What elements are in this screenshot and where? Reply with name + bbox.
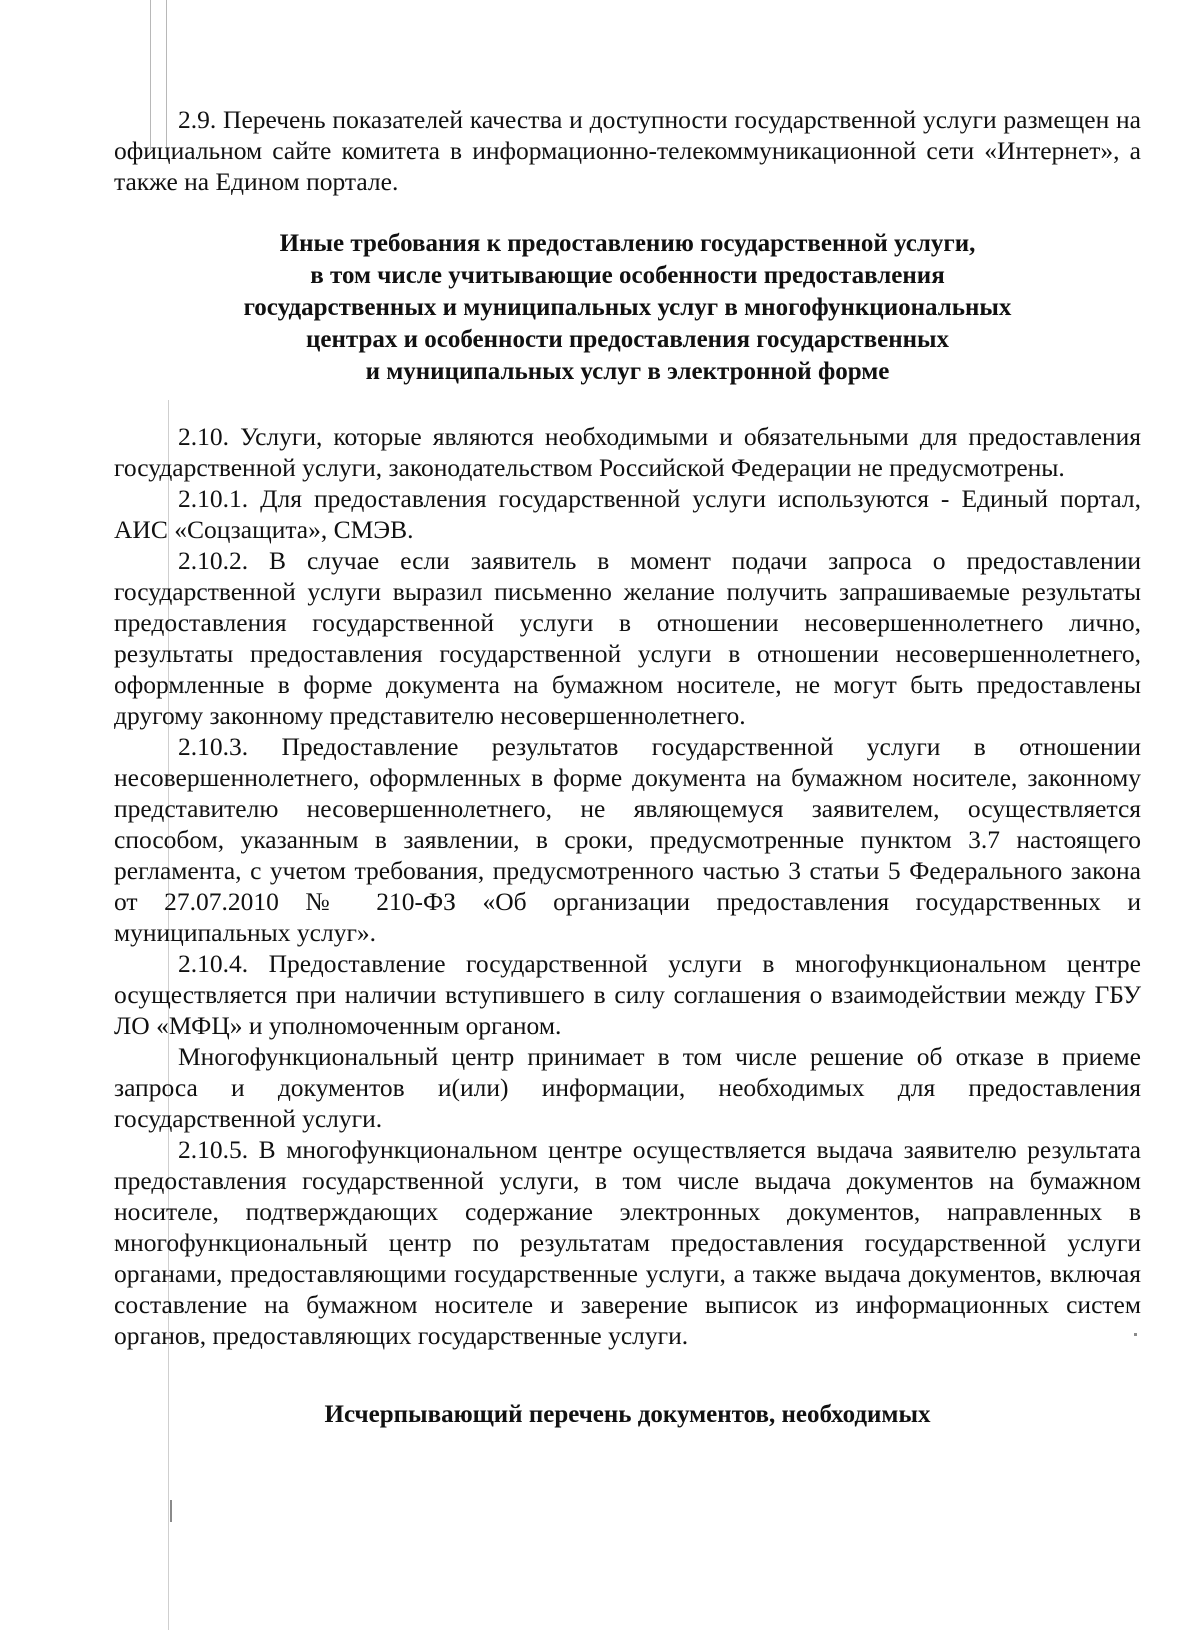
paragraph-2-10-4: 2.10.4. Предоставление государственной услуги в многофункциональном центре осуществляется при наличии вступившего в силу соглашения о взаимодействии между ГБУ ЛО «МФЦ» и уполномоченным органом. (114, 949, 1141, 1040)
paragraph-2-10-2: 2.10.2. В случае если заявитель в момент подачи запроса о предоставлении государственной услуги выразил письменно желание получить запрашиваемые результаты предоставления государственной услуги в отношении несовершеннолетнего лично, результаты предоставления государственной услуги в отношении несовершеннолетнего, оформленные в форме документа на бумажном носителе, не могут быть предоставлены другому законному представителю несовершеннолетнего. (114, 546, 1141, 730)
heading-line: центрах и особенности предоставления государственных (305, 326, 950, 353)
paragraph-2-10-3: 2.10.3. Предоставление результатов государственной услуги в отношении несовершеннолетнего, оформленных в форме документа на бумажном носителе, законному представителю несовершеннолетнего, не являющемуся заявителем, осуществляется способом, указанным в заявлении, в сроки, предусмотренные пунктом 3.7 настоящего регламента, с учетом требования, предусмотренного частью 3 статьи 5 Федерального закона от 27.07.2010 № 210-ФЗ «Об организации предоставления государственных и муниципальных услуг». (114, 732, 1141, 947)
paragraph-2-10-1: 2.10.1. Для предоставления государственной услуги используются - Единый портал, АИС «Соцзащита», СМЭВ. (114, 484, 1141, 544)
section-heading-other-requirements (114, 228, 1141, 388)
paragraph-mfc-refusal: Многофункциональный центр принимает в том числе решение об отказе в приеме запроса и документов и(или) информации, необходимых для предоставления государственной услуги. (114, 1042, 1141, 1133)
heading-line: государственных и муниципальных услуг в многофункциональных (243, 294, 1012, 321)
paragraph-2-10: 2.10. Услуги, которые являются необходимыми и обязательными для предоставления государственной услуги, законодательством Российской Федерации не предусмотрены. (114, 422, 1141, 482)
paragraph-2-9: 2.9. Перечень показателей качества и доступности государственной услуги размещен на официальном сайте комитета в информационно-телекоммуникационной сети «Интернет», а также на Едином портале. (114, 105, 1141, 196)
scan-mark (170, 1500, 172, 1522)
document-body (114, 104, 1141, 1431)
heading-line: Иные требования к предоставлению государственной услуги, (279, 230, 976, 257)
heading-line: и муниципальных услуг в электронной форме (365, 358, 890, 385)
paragraph-2-10-5: 2.10.5. В многофункциональном центре осуществляется выдача заявителю результата предоставления государственной услуги, в том числе выдача документов на бумажном носителе, подтверждающих содержание электронных документов, направленных в многофункциональный центр по результатам предоставления государственной услуги органами, предоставляющими государственные услуги, а также выдача документов, включая составление на бумажном носителе и заверение выписок из информационных систем органов, предоставляющих государственные услуги. (114, 1135, 1141, 1350)
section-heading-documents-list: Исчерпывающий перечень документов, необходимых (324, 1401, 931, 1428)
heading-line: в том числе учитывающие особенности предоставления (310, 262, 945, 289)
